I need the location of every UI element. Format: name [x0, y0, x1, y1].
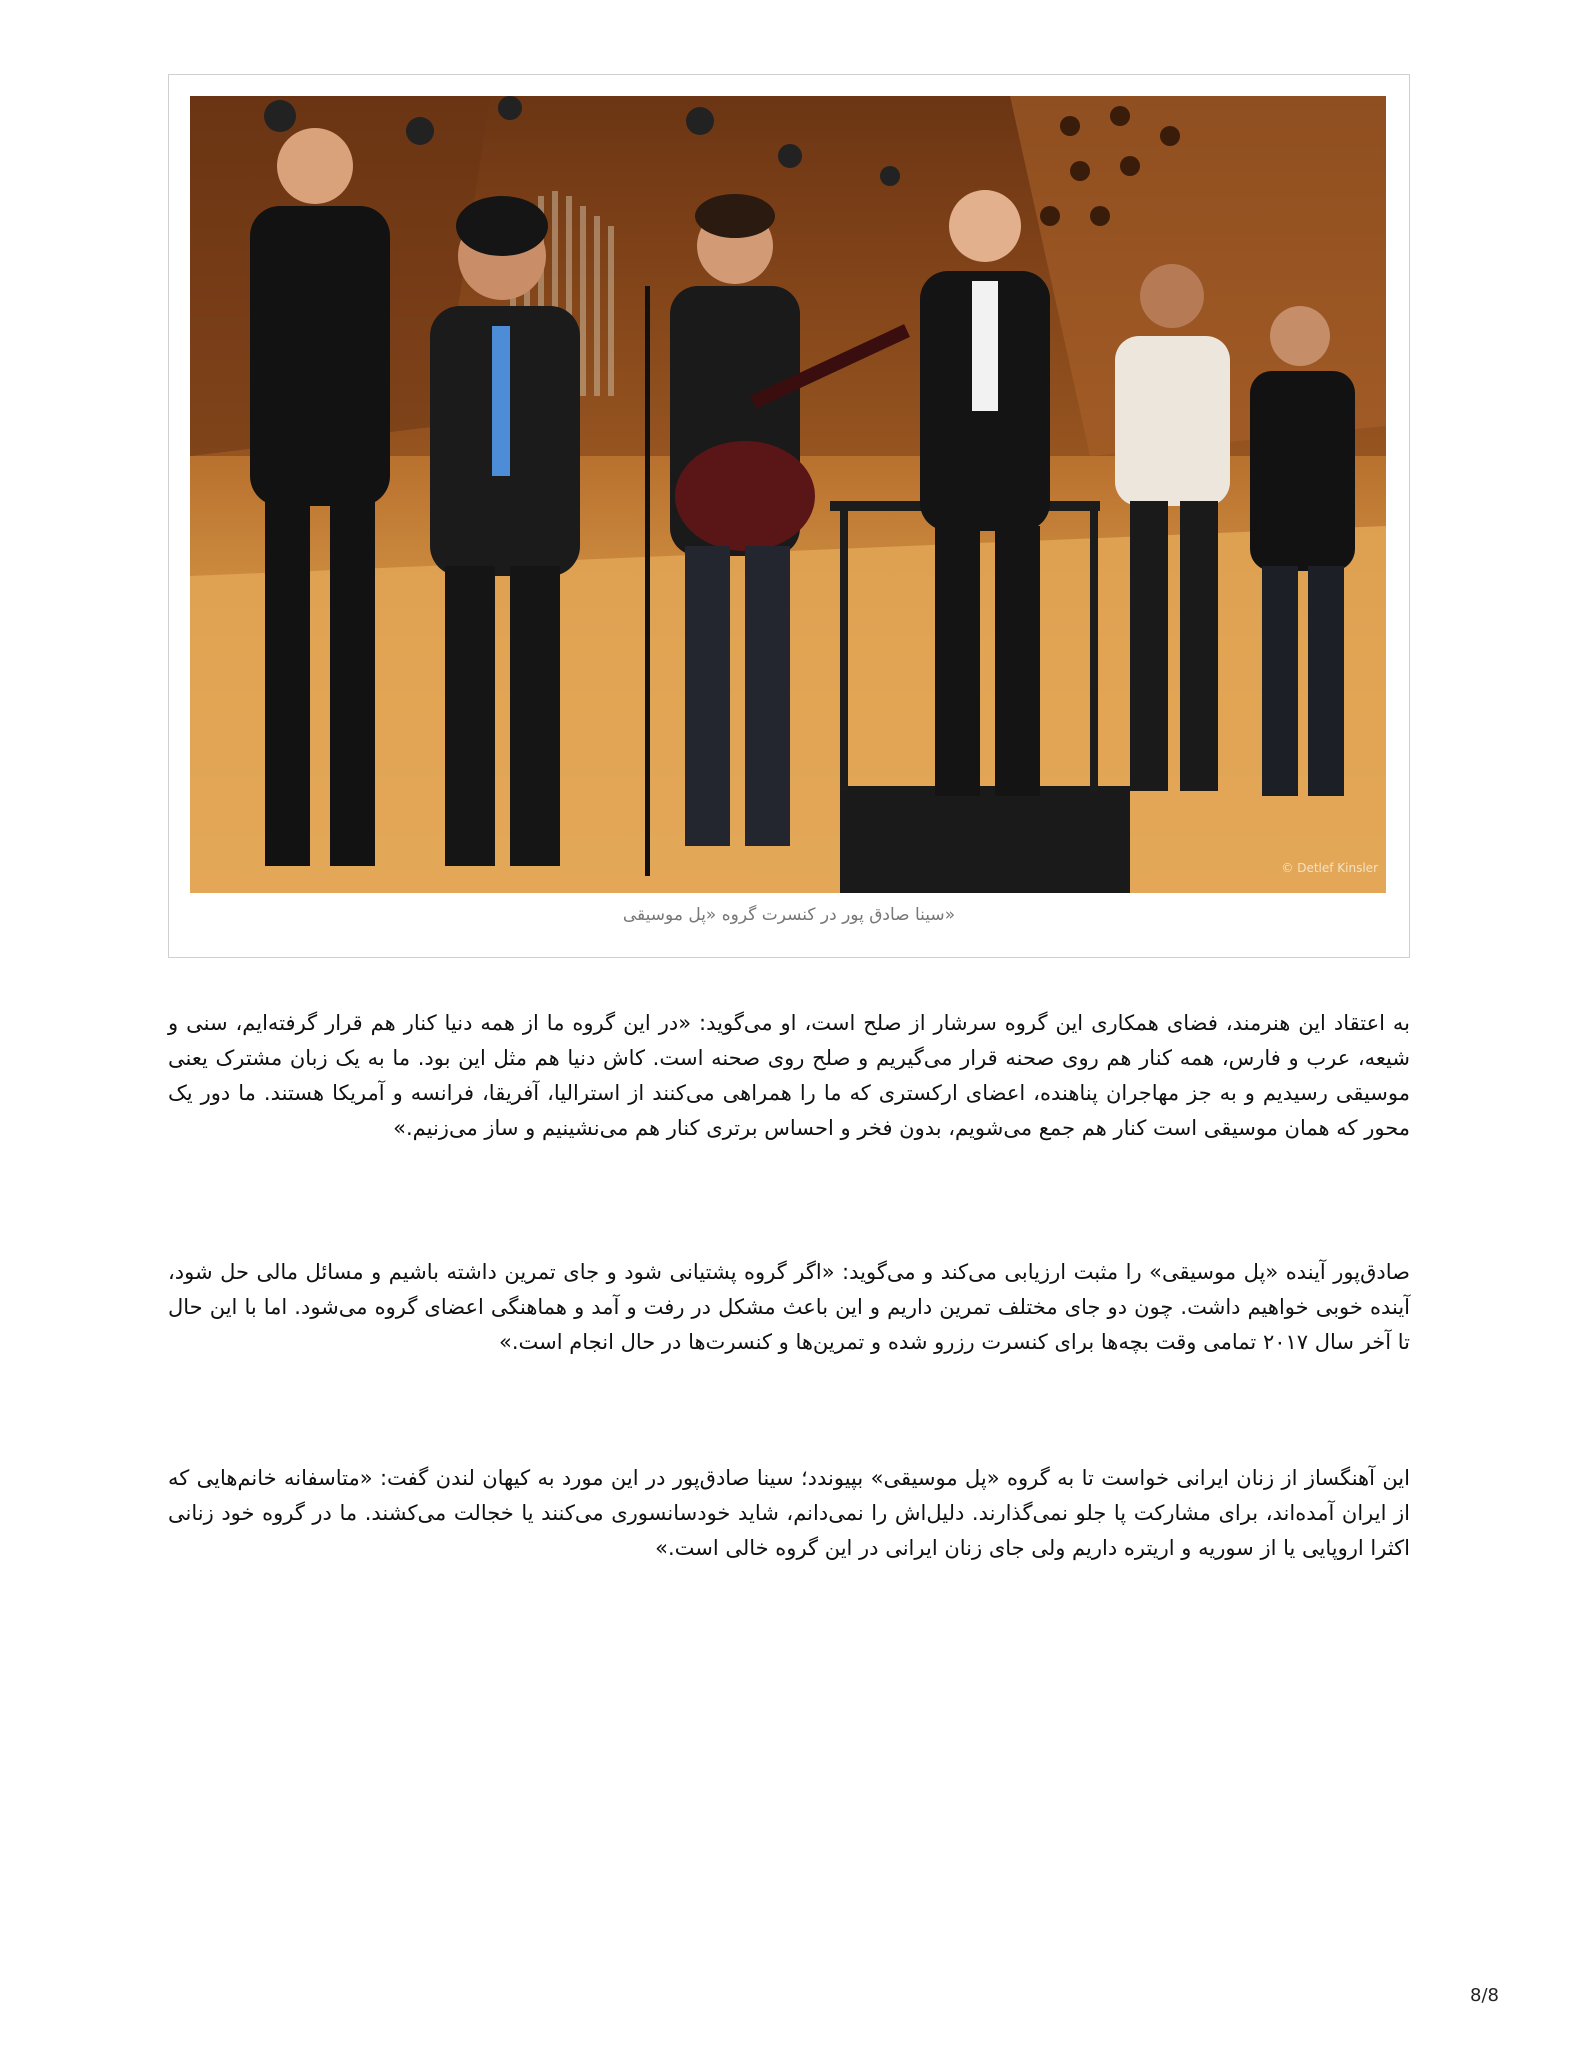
photo-caption: سینا صادق پور در کنسرت گروه «پل موسیقی» [622, 905, 956, 925]
concert-photo-illustration [190, 96, 1386, 893]
photo-credit: © Detlef Kinsler [1281, 861, 1378, 875]
article-figure [168, 74, 1410, 958]
concert-photo [190, 96, 1386, 893]
article-paragraph-1: به اعتقاد این هنرمند، فضای همکاری این گروه سرشار از صلح است، او می‌گوید: «در این گروه ما از همه دنیا کنار هم قرار گرفته‌ایم، سنی و شیعه، عرب و فارس، همه کنار هم روی صحنه قرار می‌گیریم و صلح روی صحنه است. کاش دنیا هم مثل این بود. ما به یک زبان مشترک یعنی موسیقی رسیدیم و به جز مهاجران پناهنده، اعضای ارکستری که ما را همراهی می‌کنند از استرالیا، آفریقا، فرانسه و آمریکا هستند. ما دور یک محور که همان موسیقی است کنار هم جمع می‌شویم، بدون فخر و احساس برتری کنار هم می‌نشینیم و ساز می‌زنیم.» [168, 1011, 1410, 1140]
article-paragraph-2: صادق‌پور آینده «پل موسیقی» را مثبت ارزیابی می‌کند و می‌گوید: «اگر گروه پشتیانی شود و جای تمرین داشته باشیم و مسائل مالی حل شود، آینده خوبی خواهیم داشت. چون دو جای مختلف تمرین داریم و این باعث مشکل در رفت و آمد و هماهنگی اعضای گروه می‌شود. اما با این حال تا آخر سال ۲۰۱۷ تمامی وقت بچه‌ها برای کنسرت رزرو شده و تمرین‌ها و کنسرت‌ها در حال انجام است.» [168, 1260, 1410, 1354]
page-number: 8/8 [1470, 1985, 1499, 2006]
article-paragraph-3: این آهنگساز از زنان ایرانی خواست تا به گروه «پل موسیقی» بپیوندد؛ سینا صادق‌پور در این مورد به کیهان لندن گفت: «متاسفانه خانم‌هایی که از ایران آمده‌اند، برای مشارکت پا جلو نمی‌گذارند. دلیل‌اش را نمی‌دانم، شاید خودسانسوری می‌کنند یا خجالت می‌کشند. ما در گروه خود زنانی اکثرا اروپایی یا از سوریه و اریتره داریم ولی جای زنان ایرانی در این گروه خالی است.» [168, 1466, 1410, 1560]
